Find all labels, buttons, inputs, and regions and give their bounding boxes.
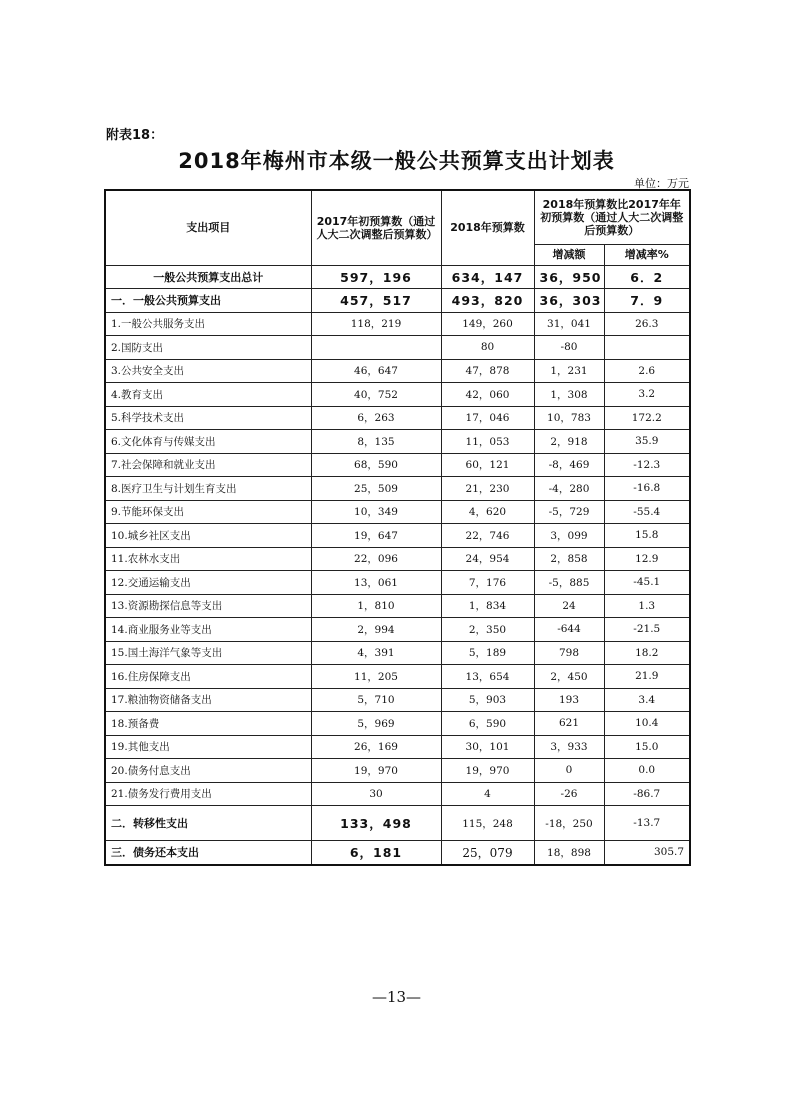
unit-label: 单位：万元 (634, 177, 689, 190)
header-increase-rate: 增减率% (604, 244, 690, 265)
annex-label: 附表18： (106, 128, 164, 143)
table-row (105, 688, 690, 712)
table-row (105, 477, 690, 501)
table-row (105, 383, 690, 407)
budget-2018-cell: 30，101 (441, 735, 534, 759)
increase-amount-cell: -644 (534, 618, 604, 642)
row-label: 16.住房保障支出 (105, 665, 311, 689)
table-row (105, 641, 690, 665)
budget-2017-cell: 457，517 (311, 289, 441, 313)
increase-rate-cell: 7．9 (604, 289, 690, 313)
row-label: 15.国土海洋气象等支出 (105, 641, 311, 665)
increase-rate-cell: 26.3 (604, 312, 690, 336)
increase-amount-cell: -80 (534, 336, 604, 360)
table-row (105, 406, 690, 430)
budget-2018-cell: 17，046 (441, 406, 534, 430)
table-row (105, 430, 690, 454)
increase-rate-cell: -13.7 (604, 806, 690, 841)
table-row (105, 712, 690, 736)
budget-2018-cell: 42，060 (441, 383, 534, 407)
row-label: 5.科学技术支出 (105, 406, 311, 430)
row-label: 17.粮油物资储备支出 (105, 688, 311, 712)
budget-2017-cell: 6，181 (311, 841, 441, 865)
increase-amount-cell: 24 (534, 594, 604, 618)
budget-2018-cell: 4 (441, 782, 534, 806)
increase-rate-cell: 172.2 (604, 406, 690, 430)
row-label: 21.债务发行费用支出 (105, 782, 311, 806)
budget-2017-cell: 4，391 (311, 641, 441, 665)
budget-2017-cell (311, 336, 441, 360)
increase-amount-cell: 36，950 (534, 265, 604, 289)
row-label: 一．一般公共预算支出 (105, 289, 311, 313)
header-budget-2017: 2017年初预算数（通过人大二次调整后预算数） (311, 190, 441, 265)
header-increase-amount: 增减额 (534, 244, 604, 265)
budget-2017-cell: 68，590 (311, 453, 441, 477)
table-row (105, 759, 690, 783)
increase-amount-cell: 798 (534, 641, 604, 665)
table-row (105, 665, 690, 689)
budget-2017-cell: 8，135 (311, 430, 441, 454)
header-comparison: 2018年预算数比2017年年初预算数（通过人大二次调整后预算数） (534, 190, 690, 244)
budget-2018-cell: 149，260 (441, 312, 534, 336)
row-label: 2.国防支出 (105, 336, 311, 360)
budget-2017-cell: 13，061 (311, 571, 441, 595)
budget-2018-cell: 25，079 (441, 841, 534, 865)
page-number: —13— (371, 988, 422, 1006)
increase-amount-cell: 10，783 (534, 406, 604, 430)
budget-2018-cell: 6，590 (441, 712, 534, 736)
row-label: 20.债务付息支出 (105, 759, 311, 783)
budget-2017-cell: 30 (311, 782, 441, 806)
table-row (105, 336, 690, 360)
budget-2017-cell: 2，994 (311, 618, 441, 642)
budget-2017-cell: 10，349 (311, 500, 441, 524)
row-label: 19.其他支出 (105, 735, 311, 759)
increase-rate-cell: -45.1 (604, 571, 690, 595)
budget-2018-cell: 5，903 (441, 688, 534, 712)
table-row (105, 594, 690, 618)
table-row (105, 265, 690, 289)
row-label: 三．债务还本支出 (105, 841, 311, 865)
increase-rate-cell: -21.5 (604, 618, 690, 642)
budget-2018-cell: 19，970 (441, 759, 534, 783)
row-label: 7.社会保障和就业支出 (105, 453, 311, 477)
row-label: 3.公共安全支出 (105, 359, 311, 383)
header-item: 支出项目 (105, 190, 311, 265)
row-label: 4.教育支出 (105, 383, 311, 407)
increase-rate-cell: -55.4 (604, 500, 690, 524)
increase-rate-cell (604, 336, 690, 360)
budget-2018-cell: 21，230 (441, 477, 534, 501)
budget-2018-cell: 7，176 (441, 571, 534, 595)
increase-rate-cell: 18.2 (604, 641, 690, 665)
increase-rate-cell: -86.7 (604, 782, 690, 806)
row-label: 13.资源勘探信息等支出 (105, 594, 311, 618)
budget-2017-cell: 133，498 (311, 806, 441, 841)
increase-amount-cell: 36，303 (534, 289, 604, 313)
increase-amount-cell: -8，469 (534, 453, 604, 477)
budget-2017-cell: 1，810 (311, 594, 441, 618)
budget-2018-cell: 22，746 (441, 524, 534, 548)
budget-2018-cell: 60，121 (441, 453, 534, 477)
increase-amount-cell: -26 (534, 782, 604, 806)
header-budget-2018: 2018年预算数 (441, 190, 534, 265)
increase-rate-cell: -12.3 (604, 453, 690, 477)
increase-amount-cell: 3，099 (534, 524, 604, 548)
table-row (105, 735, 690, 759)
increase-amount-cell: -5，729 (534, 500, 604, 524)
budget-2018-cell: 115，248 (441, 806, 534, 841)
budget-2018-cell: 2，350 (441, 618, 534, 642)
increase-rate-cell: 10.4 (604, 712, 690, 736)
increase-rate-cell: 305.7 (604, 841, 690, 865)
increase-amount-cell: -18，250 (534, 806, 604, 841)
row-label: 6.文化体育与传媒支出 (105, 430, 311, 454)
table-row (105, 547, 690, 571)
table-row (105, 806, 690, 841)
budget-2018-cell: 634，147 (441, 265, 534, 289)
table-row (105, 524, 690, 548)
table-body (105, 265, 690, 865)
increase-amount-cell: 621 (534, 712, 604, 736)
increase-amount-cell: 31，041 (534, 312, 604, 336)
increase-rate-cell: 21.9 (604, 665, 690, 689)
increase-amount-cell: 2，450 (534, 665, 604, 689)
budget-2017-cell: 5，710 (311, 688, 441, 712)
row-label: 11.农林水支出 (105, 547, 311, 571)
budget-table (104, 189, 691, 866)
increase-amount-cell: -4，280 (534, 477, 604, 501)
table-row (105, 289, 690, 313)
increase-amount-cell: 2，858 (534, 547, 604, 571)
increase-amount-cell: 1，308 (534, 383, 604, 407)
increase-rate-cell: 15.0 (604, 735, 690, 759)
row-label: 9.节能环保支出 (105, 500, 311, 524)
budget-2018-cell: 4，620 (441, 500, 534, 524)
table-row (105, 618, 690, 642)
increase-rate-cell: -16.8 (604, 477, 690, 501)
table-row (105, 571, 690, 595)
row-label: 一般公共预算支出总计 (105, 265, 311, 289)
table-row (105, 312, 690, 336)
budget-2017-cell: 6，263 (311, 406, 441, 430)
row-label: 14.商业服务业等支出 (105, 618, 311, 642)
row-label: 二．转移性支出 (105, 806, 311, 841)
page-title: 2018年梅州市本级一般公共预算支出计划表 (178, 149, 615, 173)
increase-amount-cell: 3，933 (534, 735, 604, 759)
row-label: 18.预备费 (105, 712, 311, 736)
table-row (105, 500, 690, 524)
increase-rate-cell: 6．2 (604, 265, 690, 289)
budget-2017-cell: 26，169 (311, 735, 441, 759)
budget-2018-cell: 47，878 (441, 359, 534, 383)
budget-2018-cell: 11，053 (441, 430, 534, 454)
budget-2017-cell: 5，969 (311, 712, 441, 736)
budget-2017-cell: 597，196 (311, 265, 441, 289)
increase-amount-cell: 1，231 (534, 359, 604, 383)
budget-2017-cell: 19，970 (311, 759, 441, 783)
budget-2018-cell: 1，834 (441, 594, 534, 618)
budget-2017-cell: 22，096 (311, 547, 441, 571)
increase-rate-cell: 0.0 (604, 759, 690, 783)
budget-2017-cell: 11，205 (311, 665, 441, 689)
row-label: 12.交通运输支出 (105, 571, 311, 595)
budget-2017-cell: 46，647 (311, 359, 441, 383)
budget-2017-cell: 118，219 (311, 312, 441, 336)
budget-2018-cell: 13，654 (441, 665, 534, 689)
increase-amount-cell: 18，898 (534, 841, 604, 865)
table-row (105, 359, 690, 383)
increase-rate-cell: 2.6 (604, 359, 690, 383)
increase-rate-cell: 15.8 (604, 524, 690, 548)
increase-rate-cell: 3.4 (604, 688, 690, 712)
increase-amount-cell: 2，918 (534, 430, 604, 454)
row-label: 10.城乡社区支出 (105, 524, 311, 548)
increase-rate-cell: 12.9 (604, 547, 690, 571)
increase-amount-cell: 193 (534, 688, 604, 712)
increase-rate-cell: 3.2 (604, 383, 690, 407)
table-row (105, 841, 690, 865)
budget-2017-cell: 25，509 (311, 477, 441, 501)
table-row (105, 453, 690, 477)
budget-2017-cell: 40，752 (311, 383, 441, 407)
budget-2018-cell: 24，954 (441, 547, 534, 571)
table-row (105, 782, 690, 806)
row-label: 8.医疗卫生与计划生育支出 (105, 477, 311, 501)
budget-2018-cell: 493，820 (441, 289, 534, 313)
budget-2018-cell: 5，189 (441, 641, 534, 665)
increase-rate-cell: 1.3 (604, 594, 690, 618)
budget-2018-cell: 80 (441, 336, 534, 360)
budget-2017-cell: 19，647 (311, 524, 441, 548)
increase-rate-cell: 35.9 (604, 430, 690, 454)
increase-amount-cell: -5，885 (534, 571, 604, 595)
row-label: 1.一般公共服务支出 (105, 312, 311, 336)
increase-amount-cell: 0 (534, 759, 604, 783)
